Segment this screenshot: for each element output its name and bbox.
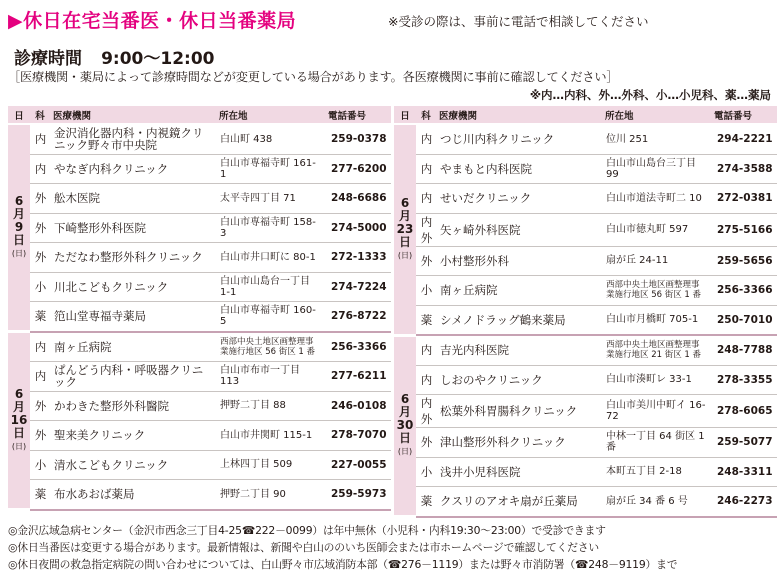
facility-phone: 276-8722 [325,302,391,332]
col-dept: 科 [30,106,50,124]
table-row [394,335,777,365]
facility-address: 白山市道法寺町二 10 [602,184,711,214]
dept-legend: ※内…内科、外…外科、小…小児科、薬…薬局 [529,88,771,102]
facility-phone: 248-6686 [325,184,391,214]
facility-phone: 294-2221 [711,124,777,154]
table-row [8,332,391,362]
facility-name: 清水こどもクリニック [50,450,216,480]
table-row [394,246,777,276]
col-address: 所在地 [602,106,711,124]
facility-phone: 259-5077 [711,428,777,458]
facility-phone: 274-7224 [325,272,391,302]
facility-address: 中林一丁目 64 街区 1 番 [602,428,711,458]
facility-name: 聖来美クリニック [50,421,216,451]
facility-name: シメノドラッグ鶴来薬局 [436,305,602,335]
facility-address: 押野二丁目 90 [216,480,325,510]
facility-name: 笵山堂専福寺薬局 [50,302,216,332]
facility-name: やまもと内科医院 [436,154,602,184]
date-month-label: 月 [12,400,25,414]
table-row [394,154,777,184]
facility-phone: 259-5656 [711,246,777,276]
date-unit: 日 [12,233,25,247]
facility-address: 西部中央土地区画整理事業施行地区 56 街区 1 番 [602,276,711,306]
facility-phone: 250-7010 [711,305,777,335]
facility-name: 矢ヶ崎外科医院 [436,213,602,246]
table-row [394,428,777,458]
dept-cell: 内外 [416,395,436,428]
table-row [8,450,391,480]
facility-phone: 248-3311 [711,457,777,487]
facility-address: 白山市専福寺町 158-3 [216,213,325,243]
date-month-label: 月 [12,207,25,221]
facility-name: 松葉外科胃腸科クリニック [436,395,602,428]
footer-notes [8,522,778,573]
facility-address: 白山市山島台一丁目 1-1 [216,272,325,302]
dept-cell: 内 [30,154,50,184]
col-phone: 電話番号 [325,106,391,124]
facility-name: かわきた整形外科醫院 [50,391,216,421]
date-dow: (日) [11,249,27,258]
facility-phone: 274-3588 [711,154,777,184]
date-date: 16 [10,413,28,427]
dept-cell: 外 [416,428,436,458]
dept-cell: 薬 [416,487,436,517]
date-cell [394,335,416,517]
dept-cell: 外 [30,184,50,214]
table-row [8,391,391,421]
facility-address: 白山町 438 [216,124,325,154]
hours-row [14,44,215,69]
facility-name: やなぎ内科クリニック [50,154,216,184]
facility-name: 津山整形外科クリニック [436,428,602,458]
facility-name: せいだクリニック [436,184,602,214]
date-cell [8,332,30,510]
hours-value: 9:00〜12:00 [101,49,215,69]
facility-phone: 256-3366 [325,332,391,362]
facility-address: 本町五丁目 2-18 [602,457,711,487]
col-name: 医療機関 [50,106,216,124]
date-day: 6 [14,387,24,401]
dept-cell: 薬 [30,302,50,332]
facility-address: 白山市山島台三丁目 99 [602,154,711,184]
facility-name: 小村整形外科 [436,246,602,276]
date-date: 23 [396,221,414,236]
facility-address: 扇が丘 24-11 [602,246,711,276]
table-row [8,302,391,332]
facility-phone: 272-0381 [711,184,777,214]
table-row [8,362,391,392]
facility-address: 白山市布市一丁目 113 [216,362,325,392]
table-row [8,124,391,154]
facility-phone: 248-7788 [711,335,777,365]
col-address: 所在地 [216,106,325,124]
table-row [394,457,777,487]
facility-name: ぱんどう内科・呼吸器クリニック [50,362,216,392]
facility-address: 位川 251 [602,124,711,154]
dept-cell: 内 [416,124,436,154]
facility-name: 浅井小児科医院 [436,457,602,487]
facility-address: 上林四丁目 509 [216,450,325,480]
date-day: 6 [14,194,24,208]
date-cell [8,124,30,332]
facility-address: 西部中央土地区画整理事業施行地区 21 街区 1 番 [602,335,711,365]
dept-cell: 薬 [416,305,436,335]
table-row [394,276,777,306]
facility-address: 白山市井口町に 80-1 [216,243,325,273]
facility-phone: 227-0055 [325,450,391,480]
facility-address: 白山市徳丸町 597 [602,213,711,246]
date-cell [394,124,416,335]
table-body-left [8,124,391,510]
facility-phone: 272-1333 [325,243,391,273]
facility-name: 金沢消化器内科・内視鏡クリニック野々市中央院 [50,124,216,154]
facility-phone: 259-0378 [325,124,391,154]
table-row [394,213,777,246]
facility-name: ただなわ整形外科クリニック [50,243,216,273]
table-row [8,272,391,302]
facility-name: 南ヶ丘病院 [50,332,216,362]
header [0,6,781,32]
col-phone: 電話番号 [711,106,777,124]
facility-name: 吉光内科医院 [436,335,602,365]
table-row [8,243,391,273]
dept-cell: 外 [416,246,436,276]
col-name: 医療機関 [436,106,602,124]
facility-phone: 274-5000 [325,213,391,243]
dept-cell: 外 [30,243,50,273]
table-row [394,124,777,154]
facility-phone: 277-6200 [325,154,391,184]
dept-cell: 内 [416,335,436,365]
date-unit: 日 [398,234,411,249]
facility-phone: 278-7070 [325,421,391,451]
date-day: 6 [400,195,410,210]
table-row [8,213,391,243]
facility-address: 白山市専福寺町 160-5 [216,302,325,332]
facility-phone: 277-6211 [325,362,391,392]
dept-cell: 内 [416,184,436,214]
table-row [394,365,777,395]
consult-note: ※受診の際は、事前に電話で相談してください [388,14,649,29]
facility-address: 白山市湊町レ 33-1 [602,365,711,395]
facility-address: 押野二丁目 88 [216,391,325,421]
hours-label: 診療時間 [14,49,82,69]
table-body-right [394,124,777,517]
dept-cell: 小 [416,457,436,487]
dept-cell: 外 [30,421,50,451]
facility-phone: 259-5973 [325,480,391,510]
col-dept: 科 [416,106,436,124]
changes-note: ［医療機関・薬局によって診療時間などが変更している場合があります。各医療機関に事前に確認してください］ [8,70,619,84]
schedule-table-right [394,106,777,518]
table-row [394,487,777,517]
facility-phone: 246-0108 [325,391,391,421]
date-month-label: 月 [398,405,411,420]
facility-name: 川北こどもクリニック [50,272,216,302]
col-day: 日 [394,106,416,124]
date-unit: 日 [398,431,411,446]
dept-cell: 内外 [416,213,436,246]
date-dow: (日) [11,442,27,451]
table-row [394,184,777,214]
col-day: 日 [8,106,30,124]
dept-cell: 内 [30,332,50,362]
facility-address: 白山市月橋町 705-1 [602,305,711,335]
footer-note: ◎金沢広域急病センター（金沢市西念三丁目4-25☎222－0099）は年中無休（小児科・内科19:30～23:00）で受診できます [8,524,606,537]
facility-name: 布水あおば薬局 [50,480,216,510]
table-row [8,421,391,451]
dept-cell: 小 [416,276,436,306]
facility-name: 舩木医院 [50,184,216,214]
page-title: ▶休日在宅当番医・休日当番薬局 [8,10,297,32]
table-row [8,480,391,510]
dept-cell: 小 [30,272,50,302]
footer-note: ◎休日夜間の救急指定病院の問い合わせについては、白山野々市広域消防本部（☎276－1119）または野々市消防署（☎248－9119）まで [8,558,678,571]
facility-name: しおのやクリニック [436,365,602,395]
dept-cell: 内 [30,362,50,392]
facility-address: 白山市専福寺町 161-1 [216,154,325,184]
dept-cell: 内 [416,365,436,395]
facility-name: 下崎整形外科医院 [50,213,216,243]
facility-phone: 246-2273 [711,487,777,517]
facility-name: 南ヶ丘病院 [436,276,602,306]
dept-cell: 外 [30,391,50,421]
facility-name: クスリのアオキ扇が丘薬局 [436,487,602,517]
date-date: 30 [396,418,414,433]
date-date: 9 [14,220,24,234]
date-unit: 日 [12,426,25,440]
dept-cell: 薬 [30,480,50,510]
facility-phone: 256-3366 [711,276,777,306]
facility-address: 西部中央土地区画整理事業施行地区 56 街区 1 番 [216,332,325,362]
table-row [8,184,391,214]
facility-name: つじ川内科クリニック [436,124,602,154]
date-month-label: 月 [398,208,411,223]
facility-phone: 278-3355 [711,365,777,395]
table-row [394,305,777,335]
dept-cell: 小 [30,450,50,480]
dept-cell: 外 [30,213,50,243]
date-dow: (日) [397,250,413,260]
facility-address: 扇が丘 34 番 6 号 [602,487,711,517]
facility-address: 太平寺四丁目 71 [216,184,325,214]
table-row [394,395,777,428]
facility-phone: 275-5166 [711,213,777,246]
dept-cell: 内 [30,124,50,154]
facility-phone: 278-6065 [711,395,777,428]
schedule-table-left [8,106,391,511]
date-day: 6 [400,392,410,407]
footer-note: ◎休日当番医は変更する場合があります。最新情報は、新聞や白山ののいち医師会または市ホームページで確認してください [8,541,599,554]
facility-address: 白山市美川中町イ 16-72 [602,395,711,428]
date-dow: (日) [397,447,413,457]
facility-address: 白山市井関町 115-1 [216,421,325,451]
table-row [8,154,391,184]
dept-cell: 内 [416,154,436,184]
